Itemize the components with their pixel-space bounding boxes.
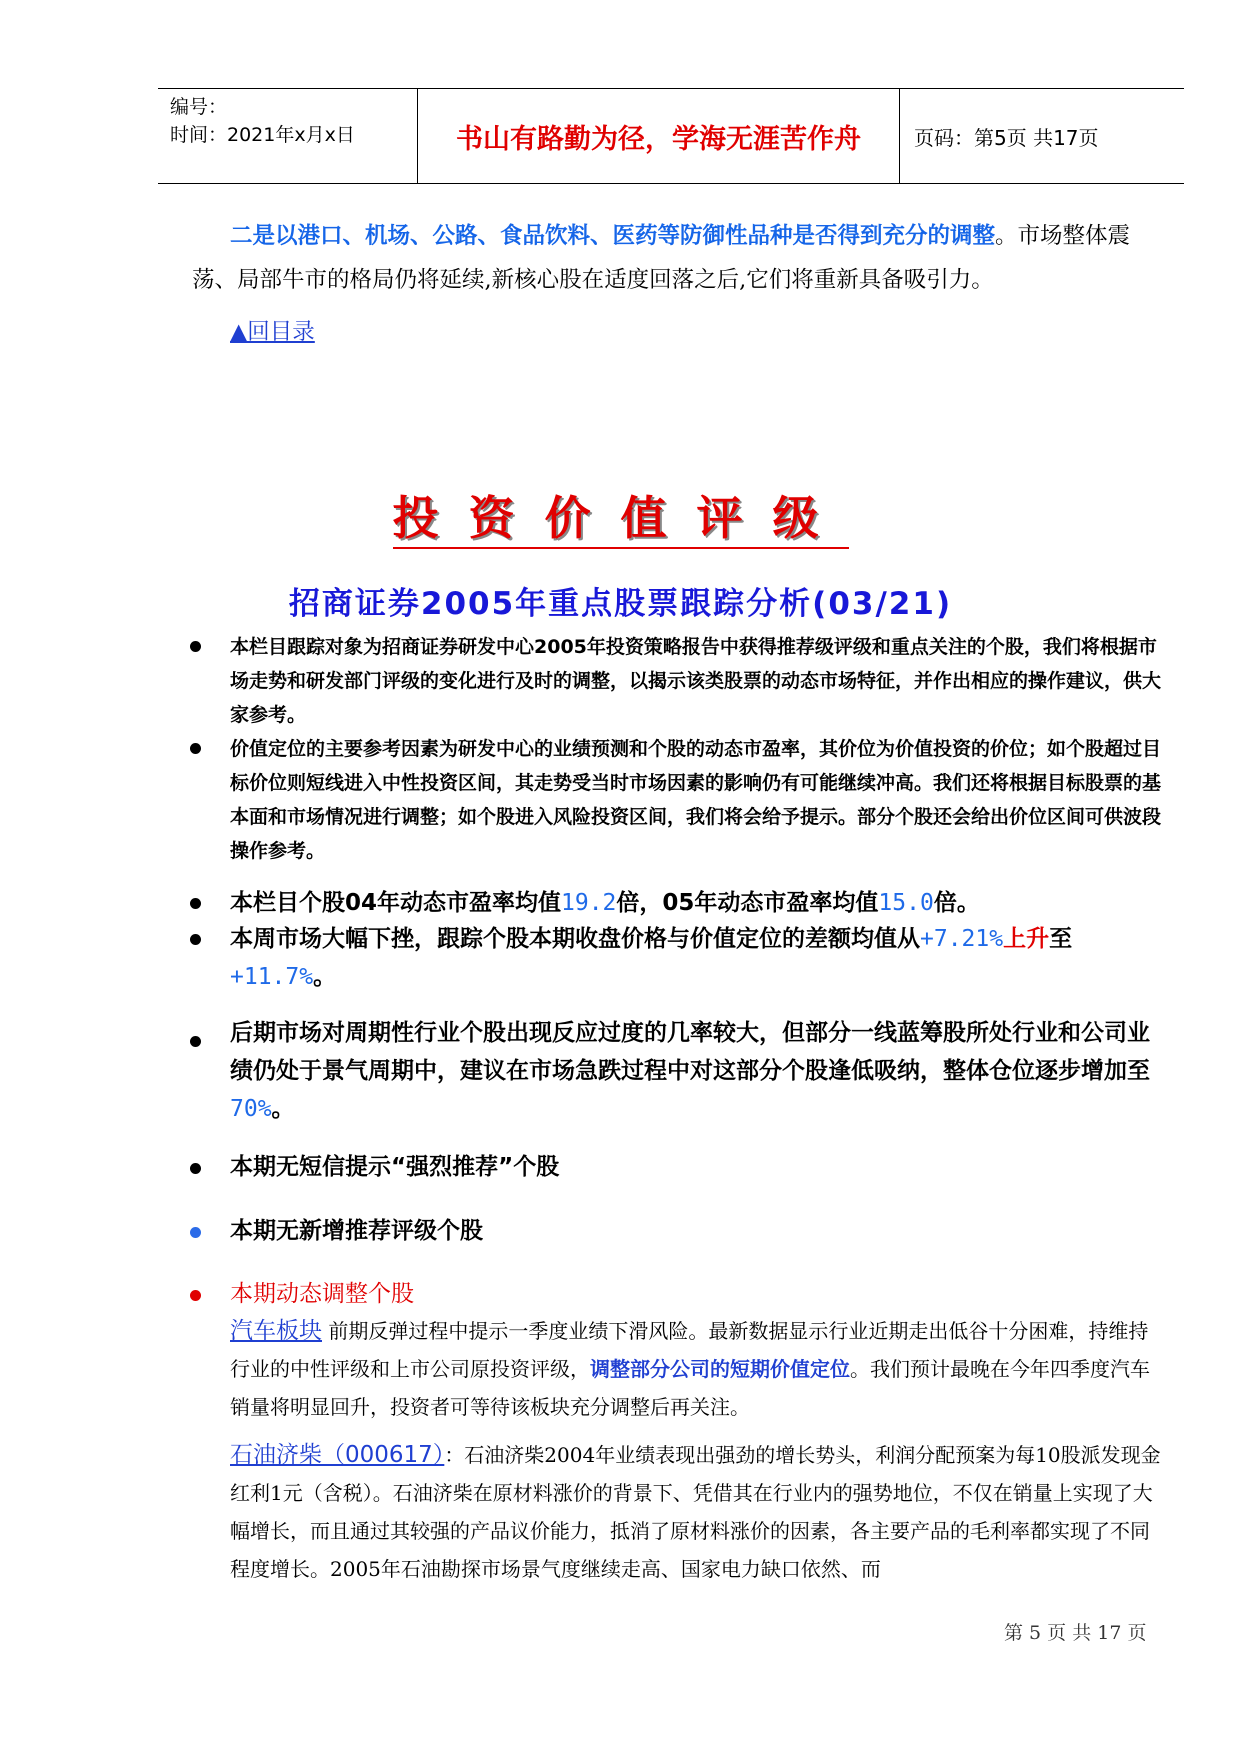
header-date: 时间：2021年x月x日 [170,124,355,146]
bullet-pe: 本栏目个股04年动态市盈率均值19.2倍，05年动态市盈率均值15.0倍。 [230,890,980,916]
header-page-number: 页码：第5页 共17页 [914,125,1099,150]
diff-old-value: +7.21% [920,926,1004,952]
pe-2005-value: 15.0 [878,890,934,916]
bullet-strategy: 后期市场对周期性行业个股出现反应过度的几率较大，但部分一线蓝筹股所处行业和公司业绩仍处于景气周期中，建议在市场急跌过程中对这部分个股逢低吸纳，整体仓位逐步增加至70%。 [230,1020,1150,1122]
bullet-icon [190,1227,208,1238]
stock-paragraph: 石油济柴（000617）：石油济柴2004年业绩表现出强劲的增长势头，利润分配预案为每10股派发现金红利1元（含税）。石油济柴在原材料涨价的背景下、凭借其在行业内的强势地位，不仅在销量上实现了大幅增长，而且通过其较强的产品议价能力，抵消了原材料涨价的因素，各主要产品的毛利率都实现了不同程度增长。2005年石油勘探市场景气度继续走高、国家电力缺口依然、而 [230,1442,1161,1581]
page-footer: 第 5 页 共 17 页 [1004,1622,1147,1644]
bullet-icon [190,1163,208,1174]
intro-text: 。市场整体震荡、局部牛市的格局仍将延续,新核心股在适度回落之后,它们将重新具备吸引力。 [192,223,1131,293]
bullet-icon [190,934,208,945]
bullet-valuation: 价值定位的主要参考因素为研发中心的业绩预测和个股的动态市盈率，其价位为价值投资的价位；如个股超过目标价位则短线进入中性投资区间，其走势受当时市场因素的影响仍有可能继续冲高。我们还将根据目标股票的基本面和市场情况进行调整；如个股进入风险投资区间，我们将会给予提示。部分个股还会给出价位区间可供波段操作参考。 [230,738,1162,862]
pe-2004-value: 19.2 [561,890,617,916]
bullet-no-new: 本期无新增推荐评级个股 [230,1218,483,1244]
bullet-icon [190,1036,208,1047]
bullet-icon [190,1290,208,1301]
header-divider [899,89,900,183]
auto-adjust-text: 调整部分公司的短期价值定位 [590,1357,850,1381]
section-title: 投资价值评级 [0,482,1241,548]
bullet-scope: 本栏目跟踪对象为招商证券研发中心2005年投资策略报告中获得推荐级评级和重点关注的个股，我们将根据市场走势和研发部门评级的变化进行及时的调整，以揭示该类股票的动态市场特征，并作出相应的操作建议，供大家参考。 [230,636,1162,726]
intro-paragraph [192,214,1162,302]
header-number: 编号： [170,96,228,118]
page-header [158,88,1184,184]
bullet-icon [190,641,208,652]
back-to-toc[interactable] [230,310,315,354]
bullet-icon [190,898,208,909]
bullet-adjust: 本期动态调整个股 [230,1281,414,1307]
section-subtitle: 招商证券2005年重点股票跟踪分析(03/21) [288,586,953,622]
back-to-toc-link[interactable]: ▲回目录 [230,319,315,345]
bullet-market: 本周市场大幅下挫，跟踪个股本期收盘价格与价值定位的差额均值从+7.21%上升至+11.7%。 [230,926,1073,990]
auto-paragraph: 汽车板块 前期反弹过程中提示一季度业绩下滑风险。最新数据显示行业近期走出低谷十分困难，持维持行业的中性评级和上市公司原投资评级，调整部分公司的短期价值定位。我们预计最晚在今年四季度汽车销量将明显回升，投资者可等待该板块充分调整后再关注。 [230,1318,1150,1419]
header-motto: 书山有路勤为径，学海无涯苦作舟 [456,123,861,155]
diff-new-value: +11.7% [230,964,314,990]
bullet-icon [190,743,208,754]
stock-link[interactable]: 石油济柴（000617） [230,1442,445,1468]
intro-highlight: 二是以港口、机场、公路、食品饮料、医药等防御性品种是否得到充分的调整 [230,223,996,249]
auto-sector-link[interactable]: 汽车板块 [230,1318,322,1344]
position-value: 70% [230,1096,272,1122]
header-meta [170,93,355,149]
rise-label: 上升 [1003,926,1050,952]
bullet-no-sms: 本期无短信提示“强烈推荐”个股 [230,1154,560,1180]
